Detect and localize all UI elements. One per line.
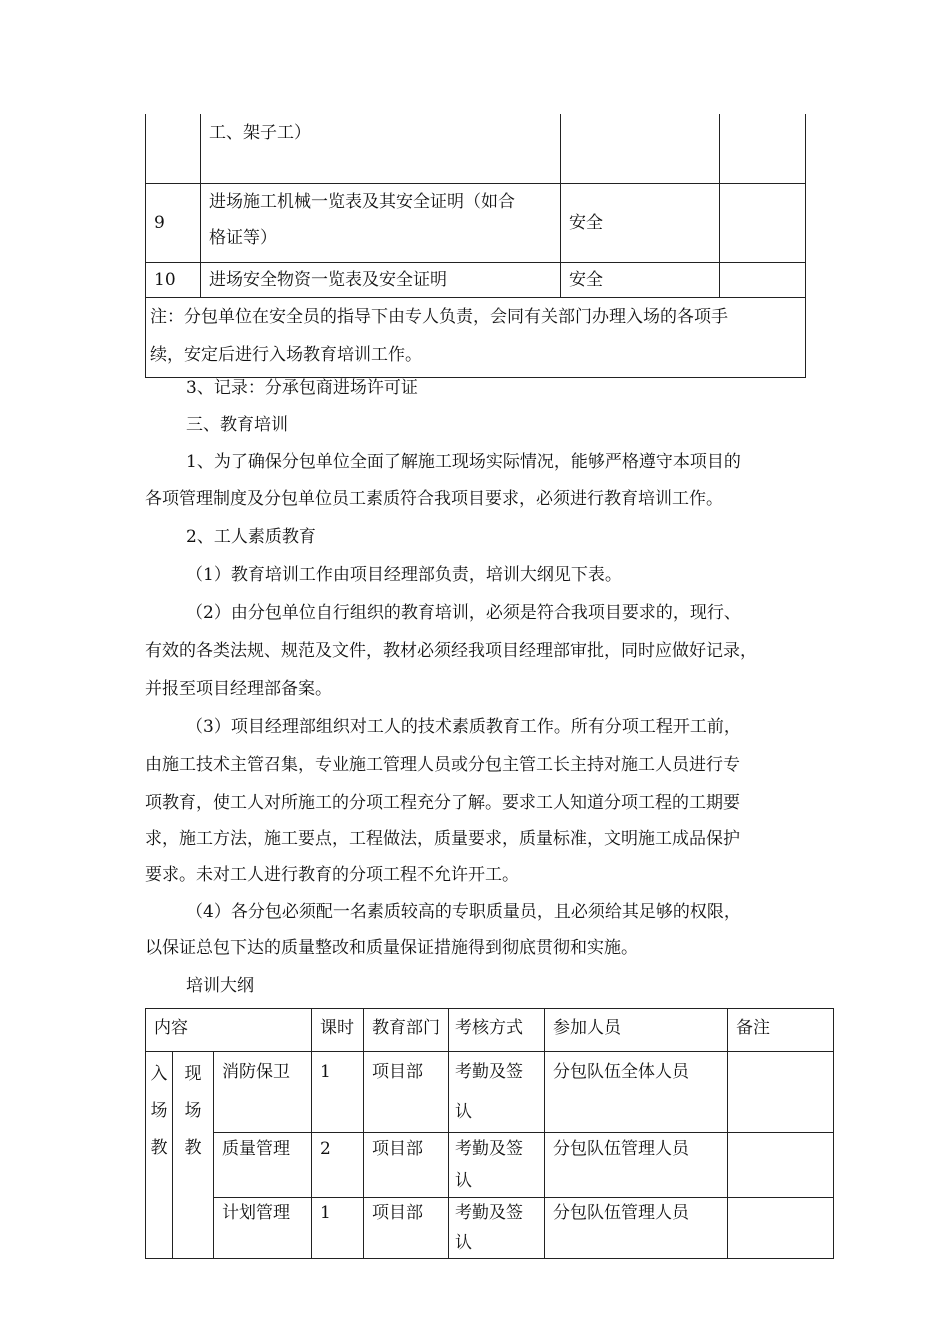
dept-cell: 项目部 (372, 1062, 423, 1082)
people-cell: 分包队伍全体人员 (553, 1062, 689, 1082)
item-text: 工、架子工） (209, 123, 311, 143)
people-cell: 分包队伍管理人员 (553, 1203, 689, 1223)
dept-cell: 项目部 (372, 1139, 423, 1159)
subheading: 2、工人素质教育 (186, 527, 316, 547)
paragraph-line: （2）由分包单位自行组织的教育培训，必须是符合我项目要求的，现行、 (186, 603, 741, 623)
table-row (146, 1133, 834, 1198)
record-line: 3、记录：分承包商进场许可证 (186, 378, 418, 398)
hours-cell: 2 (320, 1139, 331, 1159)
paragraph-line: 有效的各类法规、规范及文件，教材必须经我项目经理部审批，同时应做好记录， (145, 641, 757, 661)
table-cell-category (561, 114, 720, 183)
paragraph-line: （3）项目经理部组织对工人的技术素质教育工作。所有分项工程开工前， (186, 717, 741, 737)
table-row (146, 183, 806, 262)
paragraph-line: 以保证总包下达的质量整改和质量保证措施得到彻底贯彻和实施。 (145, 938, 638, 958)
group-label: 入场教 (150, 1064, 168, 1158)
table-row (146, 262, 806, 297)
category-text: 安全 (569, 212, 603, 233)
topic-cell: 计划管理 (222, 1203, 290, 1223)
item-text: 格证等） (209, 227, 277, 248)
row-number: 10 (154, 269, 176, 290)
people-cell: 分包队伍管理人员 (553, 1139, 689, 1159)
topic-cell: 质量管理 (222, 1139, 290, 1159)
item-text: 进场安全物资一览表及安全证明 (209, 269, 447, 290)
table-row (146, 1052, 834, 1133)
hours-cell: 1 (320, 1062, 331, 1082)
header-assess: 考核方式 (455, 1018, 523, 1038)
paragraph-line: （1）教育培训工作由项目经理部负责，培训大纲见下表。 (186, 565, 622, 585)
paragraph-line: （4）各分包必须配一名素质较高的专职质量员，且必须给其足够的权限， (186, 902, 741, 922)
table-cell-num (146, 114, 201, 183)
category-text: 安全 (569, 269, 603, 290)
dept-cell: 项目部 (372, 1203, 423, 1223)
item-text: 进场施工机械一览表及其安全证明（如合 (209, 191, 515, 212)
entry-requirements-table (145, 114, 806, 378)
assess-cell: 考勤及签认 (455, 1203, 523, 1253)
paragraph-line: 并报至项目经理部备案。 (145, 679, 332, 699)
training-outline-table (145, 1008, 834, 1259)
header-content: 内容 (154, 1018, 188, 1038)
table-caption: 培训大纲 (186, 976, 254, 996)
table-header-row (146, 1009, 834, 1052)
hours-cell: 1 (320, 1203, 331, 1223)
assess-cell: 考勤及签认 (455, 1062, 523, 1122)
paragraph-line: 由施工技术主管召集，专业施工管理人员或分包主管工长主持对施工人员进行专 (145, 755, 740, 775)
table-cell-remark (720, 114, 806, 183)
header-people: 参加人员 (553, 1018, 621, 1038)
section-heading: 三、教育培训 (186, 415, 288, 435)
group-label: 现场教 (184, 1064, 202, 1158)
header-dept: 教育部门 (372, 1018, 440, 1038)
topic-cell: 消防保卫 (222, 1062, 290, 1082)
paragraph-line: 各项管理制度及分包单位员工素质符合我项目要求，必须进行教育培训工作。 (145, 489, 723, 509)
note-row (146, 297, 806, 377)
note-line: 注：分包单位在安全员的指导下由专人负责，会同有关部门办理入场的各项手 (150, 306, 728, 327)
assess-cell: 考勤及签认 (455, 1139, 523, 1191)
header-remark: 备注 (736, 1018, 770, 1038)
paragraph-line: 1、为了确保分包单位全面了解施工现场实际情况，能够严格遵守本项目的 (186, 452, 741, 472)
table-row (146, 1198, 834, 1259)
paragraph-line: 求，施工方法，施工要点，工程做法，质量要求，质量标准，文明施工成品保护 (145, 829, 740, 849)
paragraph-line: 项教育，使工人对所施工的分项工程充分了解。要求工人知道分项工程的工期要 (145, 793, 740, 813)
row-number: 9 (154, 212, 165, 233)
header-hours: 课时 (320, 1018, 354, 1038)
note-line: 续，安定后进行入场教育培训工作。 (150, 344, 422, 365)
paragraph-line: 要求。未对工人进行教育的分项工程不允许开工。 (145, 865, 519, 885)
table-cell-item (201, 114, 561, 183)
